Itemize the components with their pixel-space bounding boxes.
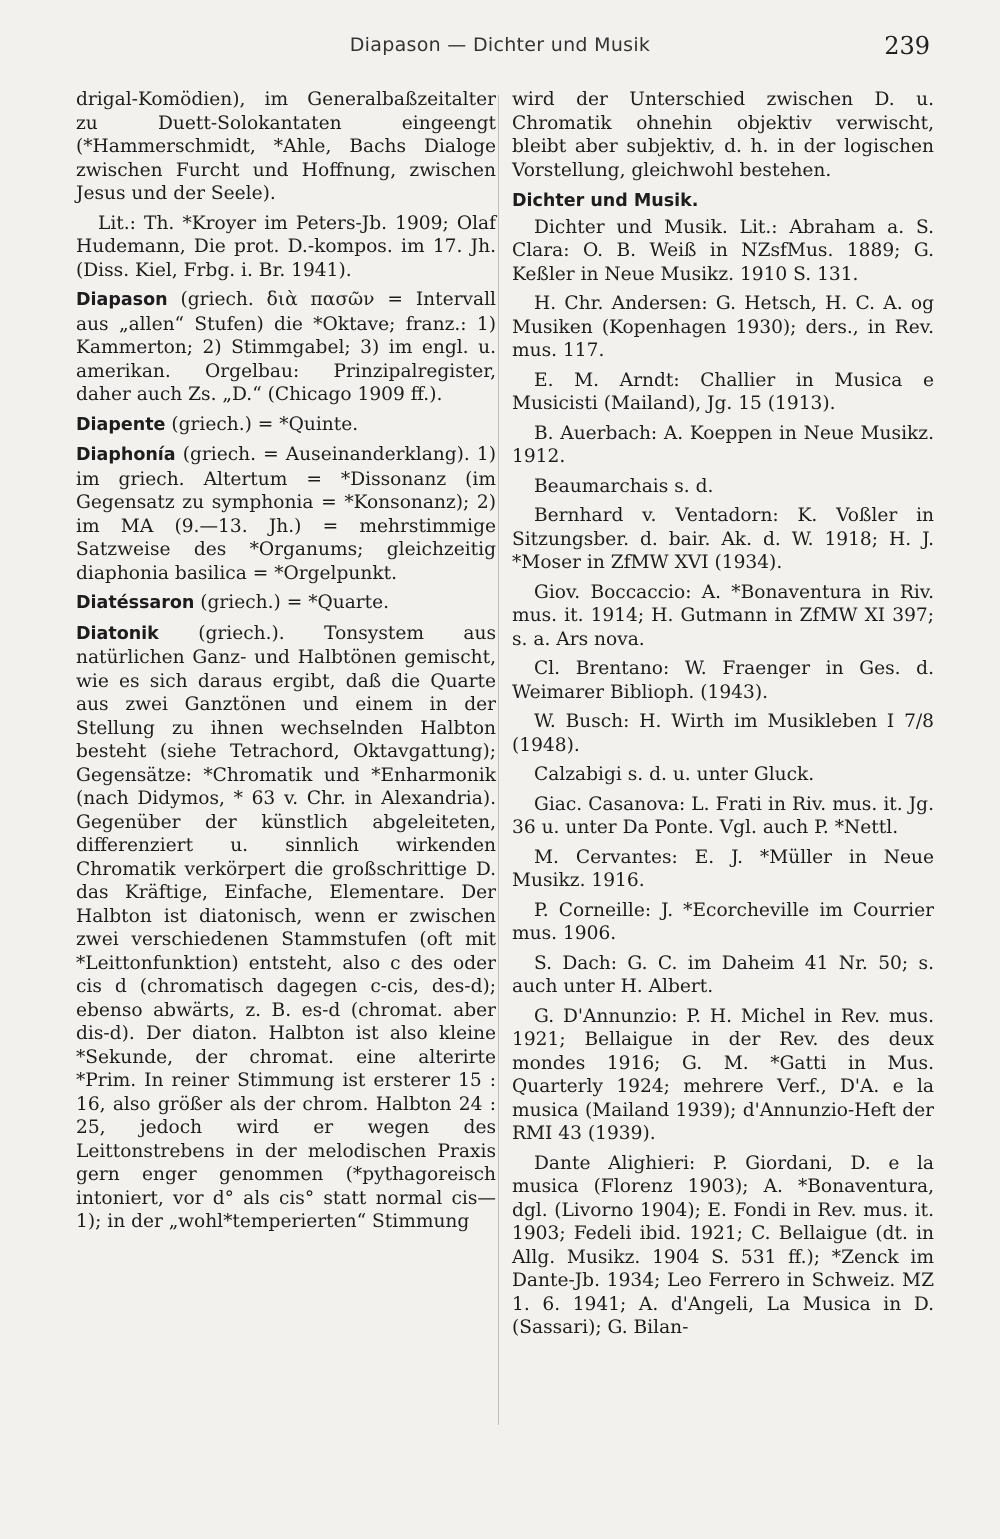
paragraph: P. Corneille: J. *Ecorcheville im Courrier mus. 1906. [512,899,934,944]
paragraph: Giac. Casanova: L. Frati in Riv. mus. it. Jg. 36 u. unter Da Ponte. Vgl. auch P. *Nettl. [512,793,934,838]
paragraph: B. Auerbach: A. Koeppen in Neue Musikz. 1912. [512,422,934,467]
paragraph: E. M. Arndt: Challier in Musica e Musicisti (Mailand), Jg. 15 (1913). [512,369,934,414]
paragraph: drigal-Komödien), im Generalbaßzeitalter zu Duett-Solokantaten eingeengt (*Hammerschmidt, *Ahle, Bachs Dialoge zwischen Furcht und Hoffnung, zwischen Jesus und der Seele). [76,89,496,204]
headword: Diatéssaron [76,593,195,613]
dictionary-entry [76,591,496,616]
entry-text: (griech. διὰ πασῶν = Intervall aus „allen“ Stufen) die *Oktave; franz.: 1) Kammerton; 2) Stimmgabel; 3) im engl. u. amerikan. Orgelbau: Prinzipalregister, daher auch Zs. „D.“ (Chicago 1909 ff.). [76,289,496,405]
headword: Diapason [76,290,168,310]
paragraph: Bernhard v. Ventadorn: K. Voßler in Sitzungsber. d. bair. Ak. d. W. 1918; H. J. *Moser in ZfMW XVI (1934). [512,505,934,573]
paragraph: Lit.: Th. *Kroyer im Peters-Jb. 1909; Olaf Hudemann, Die prot. D.-kompos. im 17. Jh. (Diss. Kiel, Frbg. i. Br. 1941). [76,212,496,281]
paragraph: G. D'Annunzio: P. H. Michel in Rev. mus. 1921; Bellaigue in der Rev. des deux mondes 1916; G. M. *Gatti in Mus. Quarterly 1924; mehrere Verf., D'A. e la musica (Mailand 1939); d'Annunzio-Heft der RMI 43 (1939). [512,1005,934,1144]
paragraph: W. Busch: H. Wirth im Musikleben I 7/8 (1948). [512,711,934,756]
dictionary-entry [76,622,496,1234]
dictionary-entry [76,443,496,585]
entry-text: (griech.) = *Quarte. [194,592,390,613]
dictionary-entry [76,413,496,438]
section-heading: Dichter und Musik. [512,191,699,211]
right-column [512,88,934,1346]
paragraph: Dichter und Musik. Lit.: Abraham a. S. Clara: O. B. Weiß in NZsfMus. 1889; G. Keßler in Neue Musikz. 1910 S. 131. [512,216,934,285]
page-number: 239 [884,32,930,60]
paragraph: wird der Unterschied zwischen D. u. Chromatik ohnehin objektiv verwischt, bleibt aber subjektiv, d. h. in der logischen Vorstellung, gleichwohl bestehen. [512,89,934,181]
column-divider [498,95,499,1425]
paragraph: H. Chr. Andersen: G. Hetsch, H. C. A. og Musiken (Kopenhagen 1930); ders., in Rev. mus. 117. [512,293,934,361]
dictionary-entry [76,288,496,407]
headword: Diatonik [76,623,159,644]
entry-text: (griech.). Tonsystem aus natürlichen Ganz- und Halbtönen gemischt, wie es sich daraus ergibt, daß die Quarte aus zwei Ganztönen und einem in der Stellung zu ihnen wechselnden Halbton besteht (siehe Tetrachord, Oktavgattung); Gegensätze: *Chromatik und *Enharmonik (nach Didymos, * 63 v. Chr. in Alexandria). Gegenüber der künstlich abgeleiteten, differenziert u. sinnlich wirkenden Chromatik verkörpert die großschrittige D. das Kräftige, Einfache, Elementare. Der Halbton ist diatonisch, wenn er zwischen zwei verschiedenen Stammstufen (oft mit *Leittonfunktion) entsteht, also c des oder cis d (chromatisch dagegen c-cis, des-d); ebenso abwärts, z. B. es-d (chromat. aber dis-d). Der diaton. Halbton ist also kleine *Sekunde, der chromat. eine alterirte *Prim. In reiner Stimmung ist ersterer 15 : 16, also größer als der chrom. Halbton 24 : 25, jedoch wird er wegen des Leittonstrebens in der melodischen Praxis gern enger genommen (*pythagoreisch intoniert, vor d° als cis° statt normal cis—1); in der „wohl*temperierten“ Stimmung [76,622,496,1232]
headword: Diaphonía [76,445,176,465]
headword: Diapente [76,414,166,435]
paragraph: Cl. Brentano: W. Fraenger in Ges. d. Weimarer Biblioph. (1943). [512,658,934,703]
left-column [76,88,496,1240]
paragraph: Beaumarchais s. d. [534,475,714,497]
entry-text: (griech.) = *Quinte. [165,413,359,435]
paragraph: Dante Alighieri: P. Giordani, D. e la musica (Florenz 1903); A. *Bonaventura, dgl. (Livorno 1904); E. Fondi in Rev. mus. it. 1903; Fedeli ibid. 1921; C. Bellaigue (dt. in Allg. Musikz. 1904 S. 531 ff.); *Zenck im Dante-Jb. 1934; Leo Ferrero in Schweiz. MZ 1. 6. 1941; A. d'Angeli, La Musica in D. (Sassari); G. Bilan- [512,1152,934,1338]
entry-text: (griech. = Auseinanderklang). 1) im griech. Altertum = *Dissonanz (im Gegensatz zu symphonia = *Konsonanz); 2) im MA (9.—13. Jh.) = mehrstimmige Satzweise des *Organums; gleichzeitig diaphonia basilica = *Orgelpunkt. [76,444,496,584]
running-title: Diapason — Dichter und Musik [349,34,651,56]
paragraph: Giov. Boccaccio: A. *Bonaventura in Riv. mus. it. 1914; H. Gutmann in ZfMW XI 397; s. a. Ars nova. [512,581,934,650]
paragraph: Calzabigi s. d. u. unter Gluck. [534,764,815,785]
paragraph: M. Cervantes: E. J. *Müller in Neue Musikz. 1916. [512,846,934,891]
paragraph: S. Dach: G. C. im Daheim 41 Nr. 50; s. auch unter H. Albert. [512,952,934,997]
